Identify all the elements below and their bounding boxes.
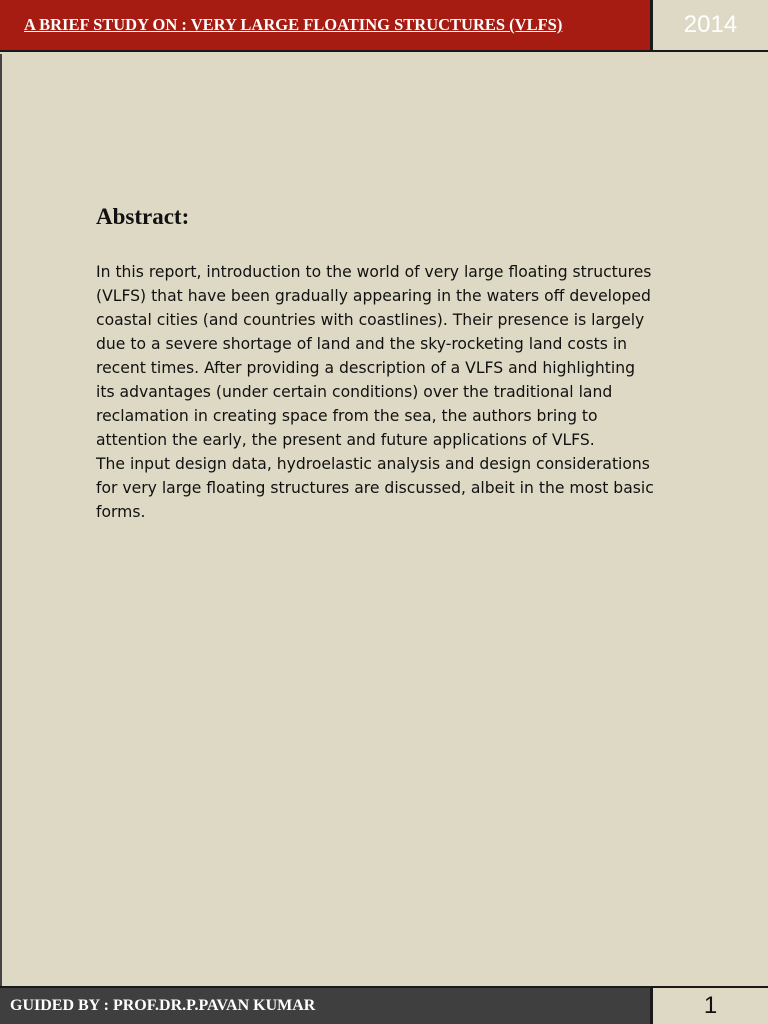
guide-credit: GUIDED BY : PROF.DR.P.PAVAN KUMAR bbox=[0, 986, 650, 1024]
left-border bbox=[0, 54, 2, 986]
header-year: 2014 bbox=[650, 0, 768, 52]
abstract-heading: Abstract: bbox=[96, 204, 190, 229]
abstract-paragraph-1: In this report, introduction to the world of very large floating structures (VLFS) that have been gradually appearing in the waters off developed coastal cities (and countries with coastlines). Their presence is largely due to a severe shortage of land and the sky-rocketing land costs in recent times. After providing a description of a VLFS and highlighting its advantages (under certain conditions) over the traditional land reclamation in creating space from the sea, the authors bring to attention the early, the present and future applications of VLFS. bbox=[96, 263, 652, 449]
page-footer bbox=[0, 986, 768, 1024]
page-number: 1 bbox=[650, 986, 768, 1024]
abstract-section bbox=[96, 204, 656, 524]
document-title: A BRIEF STUDY ON : VERY LARGE FLOATING STRUCTURES (VLFS) bbox=[0, 0, 650, 52]
page-header bbox=[0, 0, 768, 54]
abstract-paragraph-2: The input design data, hydroelastic analysis and design considerations for very large floating structures are discussed, albeit in the most basic forms. bbox=[96, 455, 654, 521]
abstract-body bbox=[96, 260, 656, 524]
